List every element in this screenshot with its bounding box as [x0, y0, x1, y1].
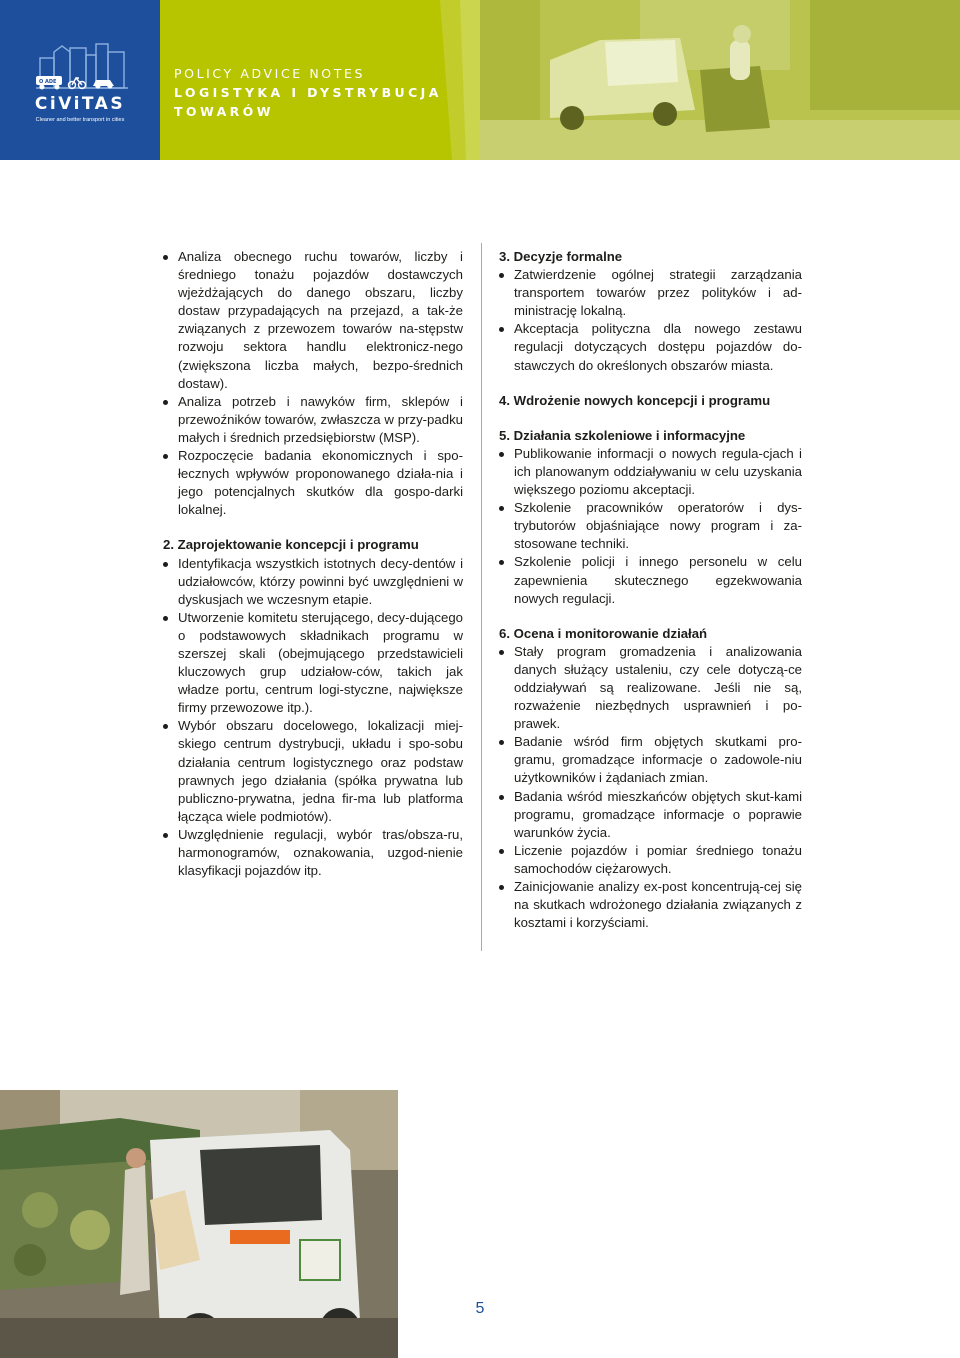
section-5-list	[499, 445, 802, 608]
brand-name: CiViTAS	[34, 94, 126, 114]
list-item: Akceptacja polityczna dla nowego zestawu regulacji dotyczących dostępu pojazdów do-stawczych do określonych obszarów miasta.	[499, 320, 802, 374]
header-photo-van	[480, 0, 960, 160]
list-item: Zatwierdzenie ogólnej strategii zarządzania transportem towarów przez polityków i ad-ministrację lokalną.	[499, 266, 802, 320]
list-item: Rozpoczęcie badania ekonomicznych i spo-łecznych wpływów proponowanego działa-nia i jego potencjalnych skutków dla gospo-darki lokalnej.	[163, 447, 463, 519]
list-item: Badanie wśród firm objętych skutkami pro-gramu, gromadzące informacje o zadowole-niu użytkowników i żądaniach zmian.	[499, 733, 802, 787]
list-item: Zainicjowanie analizy ex-post koncentrują-cej się na skutkach wdrożonego działania związanych z kosztami i korzyściami.	[499, 878, 802, 932]
list-item: Wybór obszaru docelowego, lokalizacji miej-skiego centrum dystrybucji, układu i spo-sobu działania centrum logistycznego oraz podstaw prawnych jego działania (spółka prywatna lub publiczno-prywatna, jedna fir-ma lub platforma łącząca wiele podmiotów).	[163, 717, 463, 826]
header-topic-line2: TOWARÓW	[174, 104, 274, 119]
column-divider	[481, 243, 482, 951]
list-item: Szkolenie pracowników operatorów i dys-trybutorów objaśniające nowy program i za-stosowane techniki.	[499, 499, 802, 553]
list-item: Liczenie pojazdów i pomiar średniego tonażu samochodów ciężarowych.	[499, 842, 802, 878]
page-number: 5	[475, 1300, 485, 1317]
svg-text:O ADE: O ADE	[39, 79, 57, 85]
city-skyline-icon	[0, 0, 160, 95]
list-item: Analiza potrzeb i nawyków firm, sklepów i przewoźników towarów, zwłaszcza w przy-padku małych i średnich przedsiębiorstw (MSP).	[163, 393, 463, 447]
left-column	[163, 248, 463, 880]
header-series-label: POLICY ADVICE NOTES	[174, 66, 365, 81]
section-4	[499, 392, 802, 410]
section-3-list	[499, 266, 802, 375]
header-title-block	[174, 64, 442, 121]
section-2-title: 2. Zaprojektowanie koncepcji i programu	[163, 537, 419, 553]
section-2-list	[163, 555, 463, 881]
section-5	[499, 427, 802, 608]
list-item: Badania wśród mieszkańców objętych skut-kami programu, gromadzące informacje o poprawie warunków życia.	[499, 788, 802, 842]
section-2	[163, 536, 463, 880]
list-item: Uwzględnienie regulacji, wybór tras/obsza-ru, harmonogramów, oznakowania, uzgod-nienie klasyfikacji pojazdów itp.	[163, 826, 463, 880]
section-3	[499, 248, 802, 375]
section-6	[499, 625, 802, 933]
list-item: Analiza obecnego ruchu towarów, liczby i średniego tonażu pojazdów dostawczych wjeżdżających do danego obszaru, liczby dostaw przypadających na przejazd, a tak-że związanych z przewozem towarów na-stępstw rozwoju sektora handlu elektronicz-nego (zwiększona liczba małych, bezpo-średnich dostaw).	[163, 248, 463, 393]
list-item: Stały program gromadzenia i analizowania danych służący ustaleniu, czy cele dotyczą-ce oddziaływań są realizowane. Jeśli nie są, rozważenie niezbędnych usprawnień i po-prawek.	[499, 643, 802, 733]
section-5-title: 5. Działania szkoleniowe i informacyjne	[499, 427, 746, 443]
section-4-title: 4. Wdrożenie nowych koncepcji i programu	[499, 392, 771, 408]
page-header	[0, 0, 960, 160]
list-item: Publikowanie informacji o nowych regula-cjach i ich planowanym oddziaływaniu w celu uzyskania większego poziomu akceptacji.	[499, 445, 802, 499]
list-item: Identyfikacja wszystkich istotnych decy-dentów i udziałowców, którzy powinni być uwzględnieni w dyskusjach we wczesnym etapie.	[163, 555, 463, 609]
list-item: Szkolenie policji i innego personelu w celu zapewnienia skutecznego egzekwowania nowych regulacji.	[499, 553, 802, 607]
brand-tagline: Cleaner and better transport in cities	[35, 117, 125, 123]
right-column	[499, 248, 802, 932]
section-3-title: 3. Decyzje formalne	[499, 249, 623, 264]
intro-list	[163, 248, 463, 519]
section-6-list	[499, 643, 802, 933]
intro-section	[163, 248, 463, 519]
header-topic-line1: LOGISTYKA I DYSTRYBUCJA	[174, 85, 442, 100]
civitas-logo	[0, 0, 160, 160]
list-item: Utworzenie komitetu sterującego, decy-dującego o podstawowych składnikach programu w szerszej skali (obejmującego przedstawicieli kluczowych grup udziałow-ców, takich jak władze portu, centrum logi-styczne, największe firmy przewozowe itp.).	[163, 609, 463, 718]
section-6-title: 6. Ocena i monitorowanie działań	[499, 625, 708, 641]
van-delivery-image	[480, 0, 960, 160]
